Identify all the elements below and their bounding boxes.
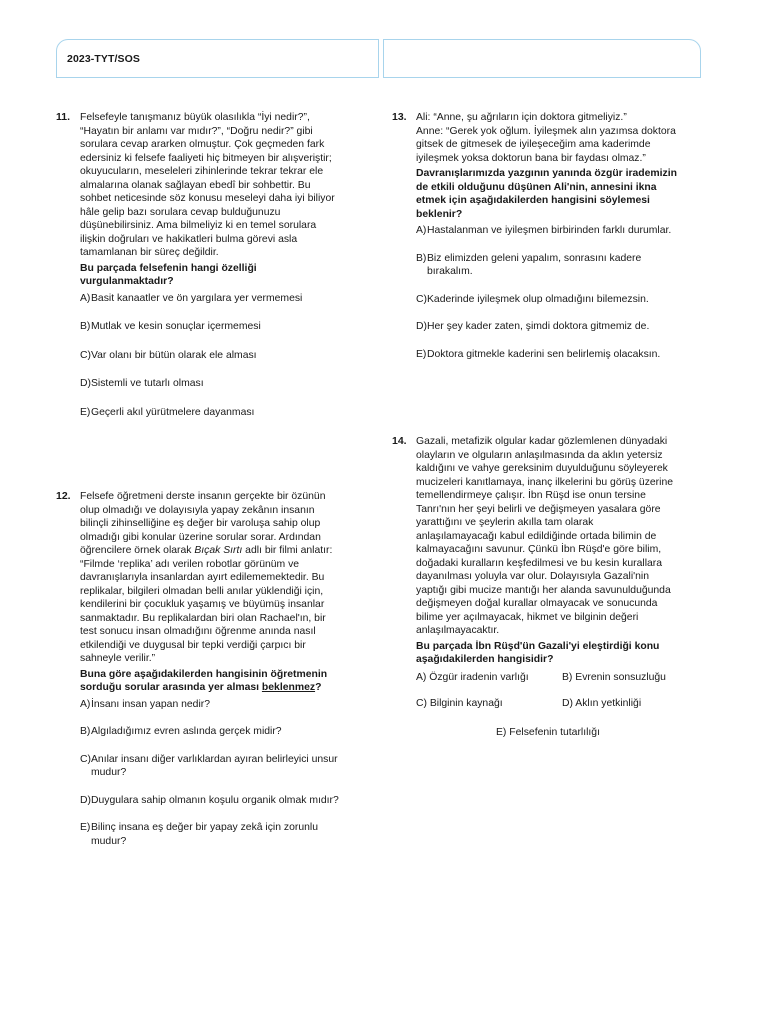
option-b[interactable]: B) Biz elimizden geleni yapalım, sonrasını kadere bırakalım. xyxy=(416,252,642,278)
question-prompt: Bu parçada İbn Rüşd'ün Gazali'yi eleştirdiği konu aşağıdakilerden hangisidir? xyxy=(416,640,660,666)
option-b[interactable]: B) Algıladığımız evren aslında gerçek midir? xyxy=(80,726,282,738)
option-a[interactable]: A) Basit kanaatler ve ön yargılara yer vermemesi xyxy=(80,292,303,304)
question-14 xyxy=(392,435,712,755)
question-stem: Ali: “Anne, şu ağrıların için doktora gitmeliyiz.” Anne: “Gerek yok oğlum. İyileşmek alın yazımsa doktora gitsek de gitmesek de iyileşeceğim ama kaderimde iyileşmek yoksa doktorun bana bir faydası olmaz.” xyxy=(416,112,676,164)
option-d[interactable]: D) Duygulara sahip olmanın koşulu organik olmak mıdır? xyxy=(80,794,339,806)
question-number: 12. xyxy=(56,490,71,502)
question-prompt: Bu parçada felsefenin hangi özelliği vurgulanmaktadır? xyxy=(80,262,257,288)
question-number: 14. xyxy=(392,435,407,447)
question-number: 11. xyxy=(56,111,71,123)
question-stem: Felsefe öğretmeni derste insanın gerçekte bir özünün olup olmadığı ve dolayısıyla yapay zekânın insanın bilinçli zihinselliğine eş değer bir varoluşa sahip olup olmadığı gibi konular üzerine sorular sorar. Ardından öğrencilere örnek olarak Bıçak Sırtı adlı bir filmi anlatır: “Filmde ‘replika’ adı verilen robotlar görünüm ve davranışlarıyla insanlardan ayırt edilememektedir. Bu replikalar, bilgileri olmadan belli anılar yüklendiği için, kendilerini bir çocukluk yaşamış ve büyümüş insanlar sanmaktadır. Bu replikalardan biri olan Rachael'ın, bir test sonucu insan olmadığını öğrenme anında nasıl etkilendiği ve duygusal bir tepki verdiği çarpıcı bir sahneyle verilir.” xyxy=(80,491,333,665)
question-stem: Gazali, metafizik olgular kadar gözlemlenen dünyadaki olayların ve olguların anlaşılmasında da aklın yetersiz kaldığını ve vahye gereksinim duyulduğunu söyleyerek mucizeleri kanıtlamaya, inanç ilkelerini bu görüş üzerine temellendirmeye çalışır. İbn Rüşd ise onun tersine Tanrı'nın her şeyi belirli ve değişmeyen yasalara göre yarattığını ve şeylerin akılla tam olarak anlaşılamayacağı kabul edildiğinde ortada bilimin de kalmayacağını savunur. Çünkü İbn Rüşd'e göre bilim, doğadaki kuralların keşfedilmesi ve bu kesin kurallara dayanılması yoluyla var olur. Dolayısıyla Gazali'nin yaptığı gibi mucize mantığı her alanda savunulduğunda değişmeyen doğal kurallar olmayacak ve sonucunda bilime yer açılmayacak, hikmet ve bilginin değeri anlaşılmayacaktır. xyxy=(416,436,674,637)
option-d[interactable]: D) Her şey kader zaten, şimdi doktora gitmemiz de. xyxy=(416,321,650,333)
option-b[interactable]: B) Evrenin sonsuzluğu xyxy=(562,672,666,683)
option-a[interactable]: A) Hastalanman ve iyileşmen birbirinden farklı durumlar. xyxy=(416,225,672,237)
option-e[interactable]: E) Geçerli akıl yürütmelere dayanması xyxy=(80,406,255,418)
option-a[interactable]: A) Özgür iradenin varlığı xyxy=(416,672,529,683)
option-b[interactable]: B) Mutlak ve kesin sonuçlar içermemesi xyxy=(80,321,261,333)
option-e[interactable]: E) Doktora gitmekle kaderini sen belirlemiş olacaksın. xyxy=(416,348,661,360)
option-c[interactable]: C) Bilginin kaynağı xyxy=(416,698,503,709)
question-prompt: Buna göre aşağıdakilerden hangisinin öğretmenin sorduğu sorular arasında yer alması beklenmez? xyxy=(80,668,328,694)
option-c[interactable]: C) Kaderinde iyileşmek olup olmadığını bilemezsin. xyxy=(416,293,649,305)
option-c[interactable]: C) Anılar insanı diğer varlıklardan ayıran belirleyici unsur mudur? xyxy=(80,753,338,779)
exam-title: 2023-TYT/SOS xyxy=(67,53,140,65)
question-prompt: Davranışlarımızda yazgının yanında özgür irademizin de etkili olduğunu düşünen Ali'nin, annesini ikna etmek için aşağıdakilerden hangisini söylemesi beklenir? xyxy=(416,168,677,220)
option-a[interactable]: A) İnsanı insan yapan nedir? xyxy=(80,698,211,710)
option-c[interactable]: C) Var olanı bir bütün olarak ele alması xyxy=(80,349,257,361)
film-title: Bıçak Sırtı xyxy=(194,545,243,557)
header-left-box xyxy=(56,39,379,78)
option-e[interactable]: E) Felsefenin tutarlılığı xyxy=(496,727,600,738)
emphasis-word: beklenmez xyxy=(261,682,316,694)
question-stem: Felsefeyle tanışmanız büyük olasılıkla “İyi nedir?”, “Hayatın bir anlamı var mıdır?”, “Doğru nedir?” gibi sorulara cevap ararken olmuştur. Çok geçmeden fark edersiniz ki felsefe faaliyeti hiç bitmeyen bir alışveriştir; okuyucuların, meseleleri zihinlerinde tekrar tekrar ele almalarına olanak sağlayan ebedî bir sohbettir. Bu sohbet neticesinde söz konusu meseleyi daha iyi biliyor hâle gelip bazı sorulara cevap bulduğunuzu düşünebilirsiniz. Ama bilmeliyiz ki en temel sorulara ilişkin doğruları ve hakikatleri bulma görevi asla tamamlanan bir süreç değildir. xyxy=(80,112,335,259)
header-right-box xyxy=(383,39,701,78)
question-number: 13. xyxy=(392,111,407,123)
option-d[interactable]: D) Sistemli ve tutarlı olması xyxy=(80,378,204,390)
option-e[interactable]: E) Bilinç insana eş değer bir yapay zekâ için zorunlu mudur? xyxy=(80,822,318,847)
option-d[interactable]: D) Aklın yetkinliği xyxy=(562,698,642,709)
